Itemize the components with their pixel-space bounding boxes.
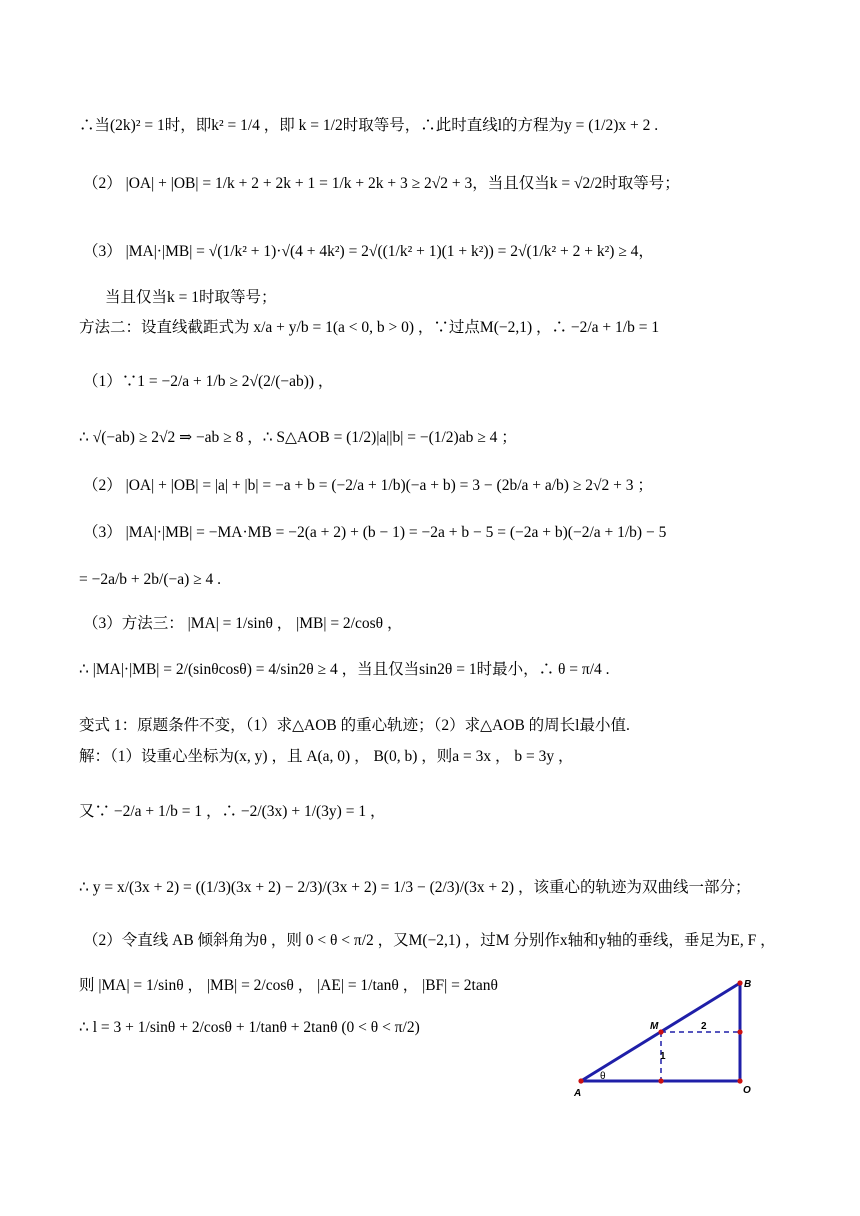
label-m: M [650,1021,659,1032]
text-line: （3） |MA|·|MB| = −MA·MB = −2(a + 2) + (b − 1) = −2a + b − 5 = (−2a + b)(−2/a + 1/b) − 5 [83,524,667,541]
text-line: 则 |MA| = 1/sinθ ， |MB| = 2/cosθ ， |AE| = 1/tanθ ， |BF| = 2tanθ [79,977,498,994]
text-line: （2） |OA| + |OB| = 1/k + 2 + 2k + 1 = 1/k + 2k + 3 ≥ 2√2 + 3，当且仅当k = √2/2时取等号； [83,175,680,192]
label-one: 1 [660,1051,666,1062]
text-line: （2）令直线 AB 倾斜角为θ ，则 0 < θ < π/2 ，又M(−2,1) ，过M 分别作x轴和y轴的垂线，垂足为E, F ， [83,932,776,949]
point-m [658,1029,663,1034]
text-line: 又∵ −2/a + 1/b = 1 ，∴ −2/(3x) + 1/(3y) = 1 ， [79,803,386,820]
label-o: O [743,1085,751,1096]
point-f [737,1029,742,1034]
label-two: 2 [701,1021,707,1032]
point-o [737,1078,742,1083]
text-line: （3） |MA|·|MB| = √(1/k² + 1)·√(4 + 4k²) = 2√((1/k² + 1)(1 + k²)) = 2√(1/k² + 2 + k²) ≥ 4， [83,243,654,260]
text-line: 变式 1：原题条件不变，（1）求△AOB 的重心轨迹；（2）求△AOB 的周长l最小值. [79,717,630,734]
text-line: = −2a/b + 2b/(−a) ≥ 4 . [79,571,222,588]
point-a [578,1078,583,1083]
text-line: 解：（1）设重心坐标为(x, y) ，且 A(a, 0) ， B(0, b) ，则a = 3x ， b = 3y ， [79,748,574,765]
point-b [737,980,742,985]
text-line: ∴ y = x/(3x + 2) = ((1/3)(3x + 2) − 2/3)/(3x + 2) = 1/3 − (2/3)/(3x + 2) ，该重心的轨迹为双曲线一部分； [79,879,751,896]
text-line: 方法二：设直线截距式为 x/a + y/b = 1(a < 0, b > 0) ，∵过点M(−2,1) ，∴ −2/a + 1/b = 1 [79,319,660,336]
text-line: （1）∵1 = −2/a + 1/b ≥ 2√(2/(−ab)) ， [83,373,334,390]
text-line: ∴ l = 3 + 1/sinθ + 2/cosθ + 1/tanθ + 2tanθ (0 < θ < π/2) [79,1019,420,1036]
label-b: B [744,979,752,990]
text-line: （3）方法三： |MA| = 1/sinθ ， |MB| = 2/cosθ ， [83,615,403,632]
label-theta: θ [600,1071,606,1082]
text-line: （2） |OA| + |OB| = |a| + |b| = −a + b = (−2/a + 1/b)(−a + b) = 3 − (2b/a + a/b) ≥ 2√2 + 3 ； [83,477,653,494]
text-line: 当且仅当k = 1时取等号； [105,289,277,306]
label-a: A [574,1088,582,1099]
triangle-figure [568,972,788,1102]
point-e [658,1078,663,1083]
text-line: ∴ |MA|·|MB| = 2/(sinθcosθ) = 4/sin2θ ≥ 4 ，当且仅当sin2θ = 1时最小，∴ θ = π/4 . [79,661,610,678]
text-line: ∴当(2k)² = 1时，即k² = 1/4 ，即 k = 1/2时取等号，∴此时直线l的方程为y = (1/2)x + 2 . [79,117,659,134]
text-line: ∴ √(−ab) ≥ 2√2 ⇒ −ab ≥ 8 ，∴ S△AOB = (1/2)|a||b| = −(1/2)ab ≥ 4 ； [79,429,517,446]
